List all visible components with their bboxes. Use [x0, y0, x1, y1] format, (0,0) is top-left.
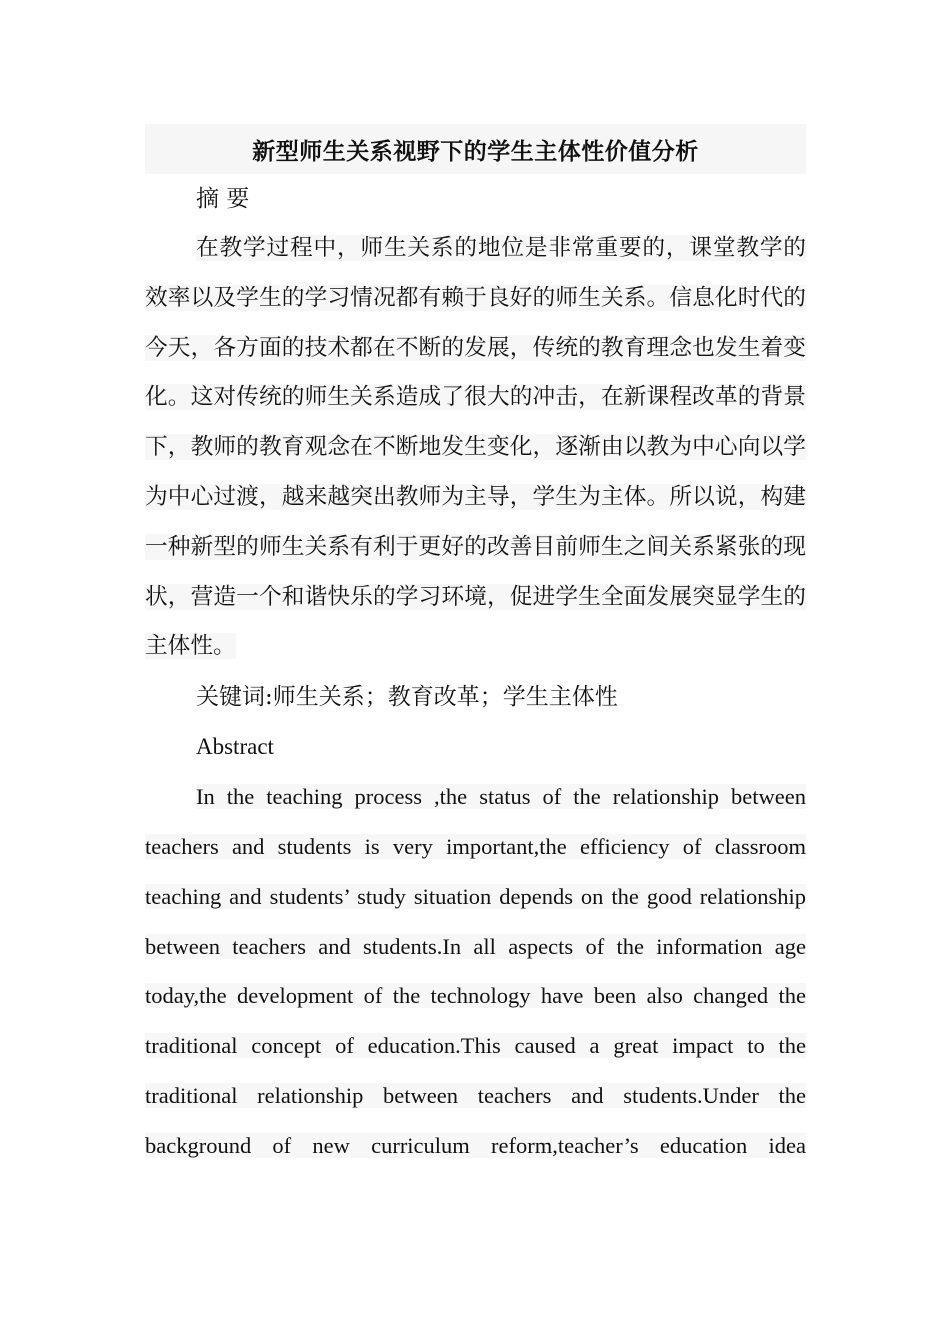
abstract-cn-text: 在教学过程中，师生关系的地位是非常重要的，课堂教学的效率以及学生的学习情况都有赖于良好的师生关系。信息化时代的今天，各方面的技术都在不断的发展，传统的教育理念也发生着变化。这对传统的师生关系造成了很大的冲击，在新课程改革的背景下，教师的教育观念在不断地发生变化，逐渐由以教为中心向以学为中心过渡，越来越突出教师为主导，学生为主体。所以说，构建一种新型的师生关系有利于更好的改善目前师生之间关系紧张的现状，营造一个和谐快乐的学习环境，促进学生全面发展突显学生的主体性。: [145, 235, 806, 660]
keywords-cn: 关键词:师生关系；教育改革；学生主体性: [196, 684, 618, 711]
document-title: 新型师生关系视野下的学生主体性价值分析: [252, 138, 699, 165]
abstract-en-text: In the teaching process ,the status of the relationship between teachers and students is very important,the efficiency of classroom teaching and students’ study situation depends on the good relationship between teachers and students.In all aspects of the information age today,the development of the technology have been also changed the traditional concept of education.This caused a great impact to the traditional relationship between teachers and students.Under the background of new curriculum reform,teacher’s education idea: [145, 784, 806, 1158]
abstract-en-heading: Abstract: [196, 734, 274, 760]
abstract-cn-body: [145, 224, 806, 672]
abstract-en-body: [145, 772, 806, 1170]
abstract-cn-heading: 摘 要: [196, 186, 250, 212]
document-page: [145, 124, 806, 1171]
title-bar: [145, 124, 806, 174]
